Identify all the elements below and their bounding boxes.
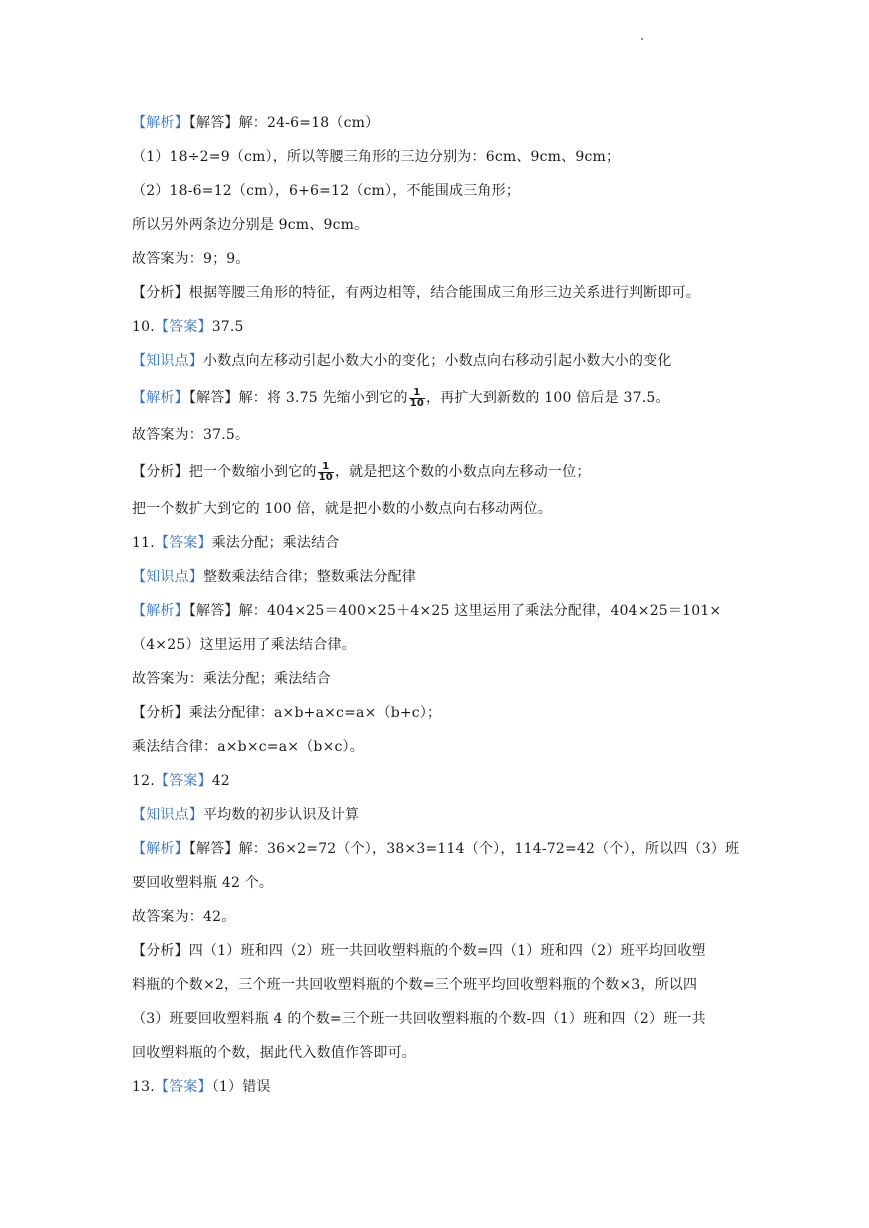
text-line: [132, 900, 742, 934]
line-text: （1）18÷2=9（cm），所以等腰三角形的三边分别为：6cm、9cm、9cm；: [132, 149, 621, 165]
text-line: [132, 730, 742, 764]
line-text: 故答案为：42。: [132, 909, 236, 925]
section-tag: 【答案】: [154, 773, 212, 789]
fraction-numerator: 1: [409, 388, 425, 399]
text-line: [132, 452, 742, 492]
fraction-numerator: 1: [318, 462, 334, 473]
fraction: [318, 462, 334, 483]
line-text: 【解答】解：36×2=72（个），38×3=114（个），114-72=42（个），所以四（3）班: [188, 841, 740, 857]
line-text: 【解答】解：404×25＝400×25＋4×25 这里运用了乘法分配律，404×25＝101×: [188, 603, 722, 619]
text-line: [132, 594, 742, 628]
line-text: 【分析】乘法分配律：a×b+a×c=a×（b+c）；: [132, 705, 442, 721]
line-text: 小数点向左移动引起小数大小的变化；小数点向右移动引起小数大小的变化: [203, 353, 672, 369]
section-tag: 【答案】: [154, 319, 212, 335]
section-tag: 【解析】: [132, 841, 189, 857]
line-text: 【分析】根据等腰三角形的特征，有两边相等，结合能围成三角形三边关系进行判断即可。: [132, 285, 700, 301]
text-line: [132, 1036, 742, 1070]
answer-document: [132, 106, 742, 1104]
text-line: [132, 866, 742, 900]
text-line: [132, 628, 742, 662]
text-line: [132, 696, 742, 730]
line-text: 故答案为：37.5。: [132, 427, 250, 443]
fraction-denominator: 10: [318, 471, 333, 483]
line-text: ，就是把这个数的小数点向左移动一位；: [334, 464, 591, 480]
text-line: [132, 1002, 742, 1036]
text-line: [132, 276, 742, 310]
line-text: 【分析】四（1）班和四（2）班一共回收塑料瓶的个数=四（1）班和四（2）班平均回收塑: [132, 943, 706, 959]
line-text: 【解答】解：将 3.75 先缩小到它的: [188, 390, 408, 406]
line-text: （2）18-6=12（cm），6+6=12（cm），不能围成三角形；: [132, 183, 521, 199]
text-line: [132, 140, 742, 174]
question-number: 11.: [132, 535, 155, 551]
fraction-denominator: 10: [409, 397, 425, 409]
line-text: 37.5: [211, 319, 244, 335]
text-line: [132, 968, 742, 1002]
question-number: 12.: [132, 773, 155, 789]
line-text: （3）班要回收塑料瓶 4 的个数=三个班一共回收塑料瓶的个数-四（1）班和四（2）班一共: [132, 1011, 706, 1027]
text-line: [132, 934, 742, 968]
section-tag: 【解析】: [132, 603, 189, 619]
text-line: [132, 560, 742, 594]
text-line: [132, 344, 742, 378]
line-text: 回收塑料瓶的个数，据此代入数值作答即可。: [132, 1045, 416, 1061]
section-tag: 【知识点】: [132, 807, 203, 823]
line-text: 乘法分配；乘法结合: [211, 535, 340, 551]
section-tag: 【答案】: [154, 535, 212, 551]
question-number: 13.: [132, 1079, 155, 1095]
text-line: [132, 208, 742, 242]
line-text: 整数乘法结合律；整数乘法分配律: [203, 569, 416, 585]
text-line: [132, 1070, 742, 1104]
text-line: [132, 174, 742, 208]
text-line: [132, 378, 742, 418]
line-text: ，再扩大到新数的 100 倍后是 37.5。: [426, 390, 670, 406]
line-text: 所以另外两条边分别是 9cm、9cm。: [132, 217, 369, 233]
text-line: [132, 662, 742, 696]
text-line: [132, 242, 742, 276]
line-text: （4×25）这里运用了乘法结合律。: [132, 637, 356, 653]
line-text: 要回收塑料瓶 42 个。: [132, 875, 274, 891]
line-text: 料瓶的个数×2，三个班一共回收塑料瓶的个数=三个班平均回收塑料瓶的个数×3，所以四: [132, 977, 698, 993]
text-line: [132, 310, 742, 344]
line-text: 【分析】把一个数缩小到它的: [132, 464, 317, 480]
section-tag: 【知识点】: [132, 569, 203, 585]
section-tag: 【解析】: [132, 115, 189, 131]
text-line: [132, 832, 742, 866]
line-text: （1）错误: [211, 1079, 271, 1095]
text-line: [132, 492, 742, 526]
line-text: 【解答】解：24-6=18（cm）: [188, 115, 380, 131]
page-marker-dot: [641, 38, 643, 40]
text-line: [132, 106, 742, 140]
text-line: [132, 764, 742, 798]
question-number: 10.: [132, 319, 155, 335]
section-tag: 【答案】: [154, 1079, 212, 1095]
line-text: 42: [211, 773, 230, 789]
text-line: [132, 798, 742, 832]
line-text: 把一个数扩大到它的 100 倍，就是把小数的小数点向右移动两位。: [132, 501, 553, 517]
line-text: 故答案为：乘法分配；乘法结合: [132, 671, 331, 687]
text-line: [132, 418, 742, 452]
section-tag: 【解析】: [132, 390, 189, 406]
line-text: 平均数的初步认识及计算: [203, 807, 360, 823]
fraction: [409, 388, 425, 409]
section-tag: 【知识点】: [132, 353, 203, 369]
line-text: 乘法结合律：a×b×c=a×（b×c）。: [132, 739, 364, 755]
line-text: 故答案为：9；9。: [132, 251, 250, 267]
text-line: [132, 526, 742, 560]
